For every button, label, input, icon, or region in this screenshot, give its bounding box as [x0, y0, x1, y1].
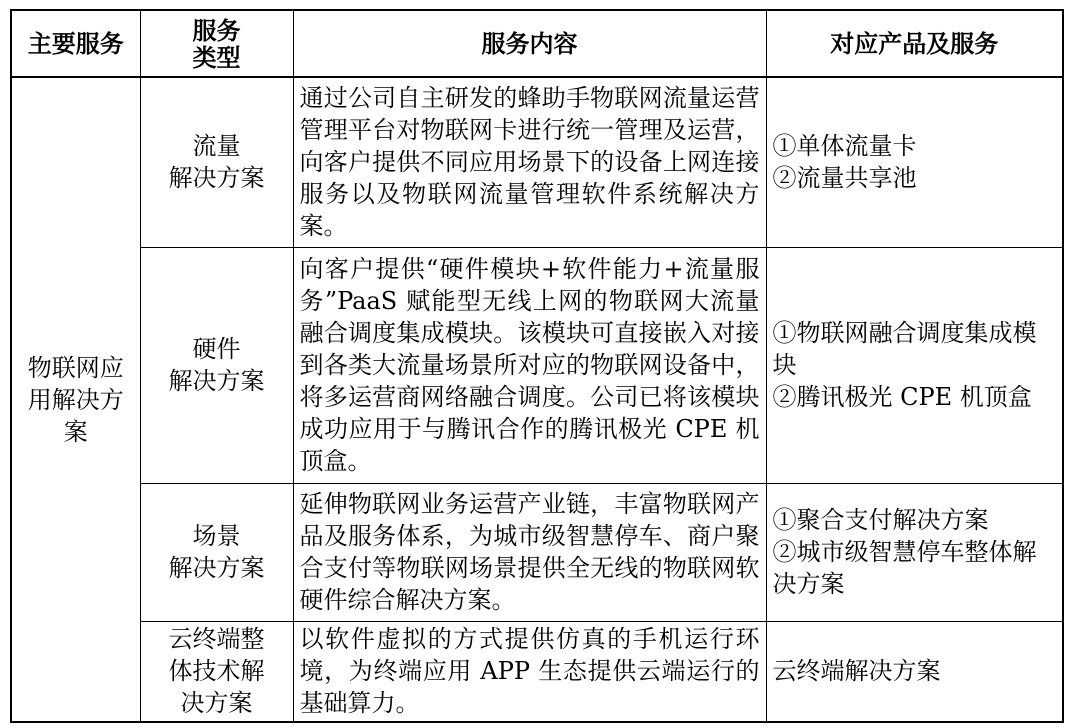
- service-type-line: 解决方案: [168, 164, 265, 193]
- service-content-cell: 延伸物联网业务运营产业链，丰富物联网产品及服务体系，为城市级智慧停车、商户聚合支付等物联网场景提供全无线的物联网软硬件综合解决方案。: [293, 483, 766, 621]
- table-row: [11, 77, 1063, 247]
- service-type-line: 决方案: [180, 689, 253, 718]
- header-row: [11, 10, 1063, 77]
- service-type-line: 场景: [192, 522, 241, 550]
- header-service-type: [140, 10, 293, 77]
- table-row: [11, 247, 1063, 483]
- main-service-line2: 用解决方: [27, 385, 124, 414]
- product-item: ①聚合支付解决方案: [772, 506, 989, 534]
- service-type-cell: [140, 247, 293, 483]
- header-main-service: 主要服务: [11, 10, 140, 77]
- header-service-type-line2: 类型: [192, 42, 241, 72]
- product-item: ②城市级智慧停车整体解决方案: [772, 538, 1037, 598]
- service-type-cell: [140, 483, 293, 621]
- header-service-type-line1: 服务: [192, 15, 241, 45]
- service-type-line: 硬件: [192, 335, 241, 363]
- service-type-line: 体技术解: [168, 657, 265, 686]
- service-type-cell: [140, 77, 293, 247]
- header-products: 对应产品及服务: [766, 10, 1063, 77]
- table-row: [11, 483, 1063, 621]
- service-content-cell: 向客户提供“硬件模块+软件能力+流量服务”PaaS 赋能型无线上网的物联网大流量融合调度集成模块。该模块可直接嵌入对接到各类大流量场景所对应的物联网设备中，将多运营商网络融合调度。公司已将该模块成功应用于与腾讯合作的腾讯极光 CPE 机顶盒。: [293, 247, 766, 483]
- main-service-line1: 物联网应: [27, 353, 124, 382]
- product-item: ②流量共享池: [772, 164, 917, 193]
- service-table: [10, 9, 1064, 723]
- service-type-line: 云终端整: [168, 625, 265, 654]
- products-cell: [766, 247, 1063, 483]
- service-type-line: 解决方案: [168, 367, 265, 395]
- main-service-line3: 案: [63, 417, 88, 446]
- products-cell: [766, 621, 1063, 722]
- product-item: ①单体流量卡: [772, 132, 917, 161]
- service-content-cell: 通过公司自主研发的蜂助手物联网流量运营管理平台对物联网卡进行统一管理及运营，向客户提供不同应用场景下的设备上网连接服务以及物联网流量管理软件系统解决方案。: [293, 77, 766, 247]
- products-cell: [766, 77, 1063, 247]
- product-item: ①物联网融合调度集成模块: [772, 319, 1037, 379]
- header-service-content: 服务内容: [293, 10, 766, 77]
- main-service-cell: [11, 77, 140, 722]
- service-type-line: 流量: [192, 132, 241, 161]
- product-item: ②腾讯极光 CPE 机顶盒: [772, 383, 1032, 411]
- service-type-line: 解决方案: [168, 554, 265, 582]
- product-item: 云终端解决方案: [772, 657, 941, 686]
- service-content-cell: 以软件虚拟的方式提供仿真的手机运行环境，为终端应用 APP 生态提供云端运行的基础算力。: [293, 621, 766, 722]
- table-row: [11, 621, 1063, 722]
- service-type-cell: [140, 621, 293, 722]
- products-cell: [766, 483, 1063, 621]
